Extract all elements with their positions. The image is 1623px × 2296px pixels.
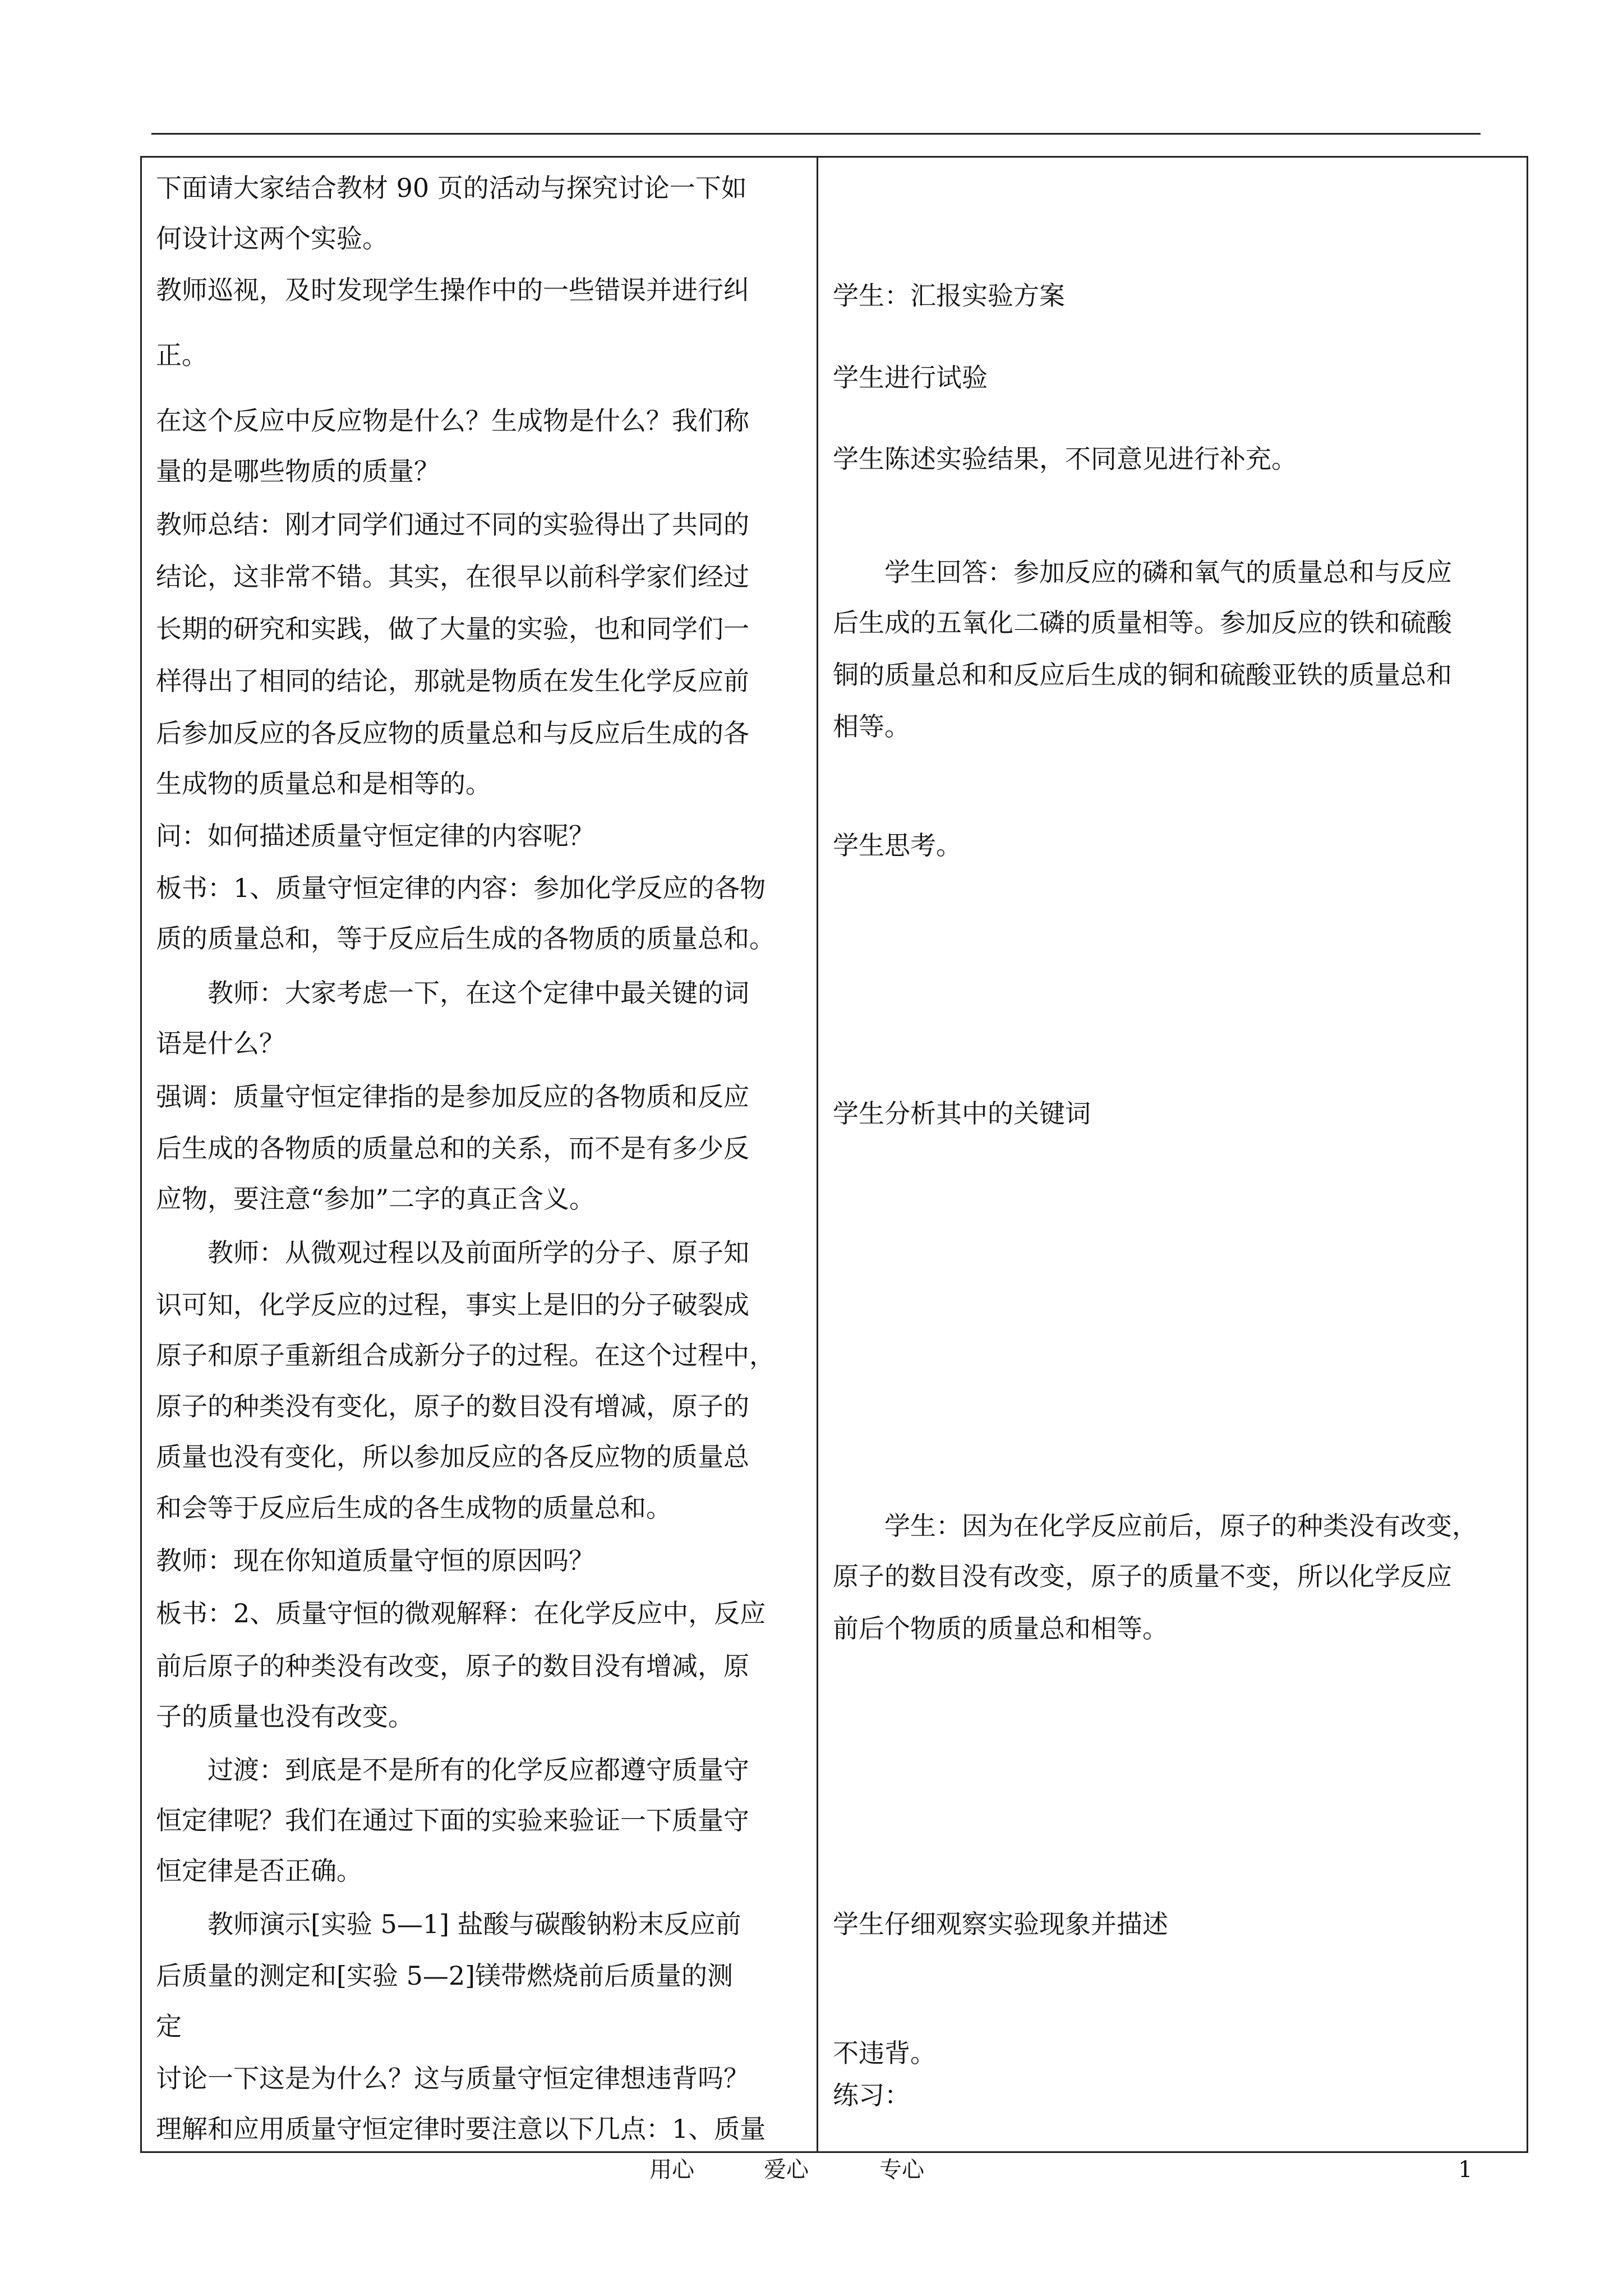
right-line: 学生仔细观察实验现象并描述 [833,1909,1168,1939]
right-line: 学生：汇报实验方案 [833,280,1065,311]
left-line: 教师巡视，及时发现学生操作中的一些错误并进行纠 [156,275,749,305]
header-rule [151,133,1481,135]
right-line: 学生分析其中的关键词 [833,1098,1091,1129]
left-line: 何设计这两个实验。 [156,223,388,254]
left-line: 强调：质量守恒定律指的是参加反应的各物质和反应 [156,1082,749,1112]
right-line: 后生成的五氧化二磷的质量相等。参加反应的铁和硫酸 [833,608,1452,638]
right-line: 学生思考。 [833,830,962,861]
left-line: 问：如何描述质量守恒定律的内容呢？ [156,821,594,851]
left-line: 教师：大家考虑一下，在这个定律中最关键的词 [156,978,749,1008]
left-line: 板书：2、质量守恒的微观解释：在化学反应中，反应 [156,1598,766,1628]
footer-slogan: 专心 [879,2157,924,2183]
right-line: 原子的数目没有改变，原子的质量不变，所以化学反应 [833,1561,1452,1591]
left-line: 在这个反应中反应物是什么？生成物是什么？我们称 [156,406,749,436]
column-divider [817,156,818,2153]
right-line: 学生进行试验 [833,362,988,393]
left-line: 教师总结：刚才同学们通过不同的实验得出了共同的 [156,509,749,540]
page-number: 1 [1458,2157,1473,2183]
left-line: 恒定律呢？我们在通过下面的实验来验证一下质量守 [156,1805,749,1835]
left-line: 识可知，化学反应的过程，事实上是旧的分子破裂成 [156,1290,749,1320]
left-line: 量的是哪些物质的质量？ [156,456,440,486]
left-line: 教师：从微观过程以及前面所学的分子、原子知 [156,1237,749,1268]
left-line: 定 [156,2011,182,2041]
footer-slogan: 爱心 [764,2157,809,2183]
left-line: 板书：1、质量守恒定律的内容：参加化学反应的各物 [156,873,766,903]
left-line: 理解和应用质量守恒定律时要注意以下几点：1、质量 [156,2114,766,2144]
left-line: 原子和原子重新组合成新分子的过程。在这个过程中， [156,1340,775,1370]
right-line: 学生陈述实验结果，不同意见进行补充。 [833,444,1297,474]
left-line: 生成物的质量总和是相等的。 [156,769,491,799]
left-line: 正。 [156,340,208,370]
right-line: 学生：因为在化学反应前后，原子的种类没有改变， [833,1511,1478,1541]
right-line: 不违背。 [833,2038,936,2068]
right-line: 相等。 [833,711,910,742]
left-line: 质的质量总和，等于反应后生成的各物质的质量总和。 [156,923,775,954]
left-line: 讨论一下这是为什么？这与质量守恒定律想违背吗？ [156,2063,749,2093]
left-line: 后参加反应的各反应物的质量总和与反应后生成的各 [156,718,749,748]
left-line: 应物，要注意“参加”二字的真正含义。 [156,1184,596,1214]
left-line: 子的质量也没有改变。 [156,1701,414,1732]
left-line: 长期的研究和实践，做了大量的实验，也和同学们一 [156,614,749,644]
left-line: 教师演示[实验 5—1] 盐酸与碳酸钠粉末反应前 [156,1909,741,1939]
left-line: 教师：现在你知道质量守恒的原因吗？ [156,1545,594,1576]
right-line: 学生回答：参加反应的磷和氧气的质量总和与反应 [833,557,1452,587]
left-line: 语是什么？ [156,1028,285,1059]
right-line: 练习： [833,2080,910,2110]
right-line: 铜的质量总和和反应后生成的铜和硫酸亚铁的质量总和 [833,660,1452,690]
footer-slogan: 用心 [649,2157,694,2183]
left-line: 原子的种类没有变化，原子的数目没有增减，原子的 [156,1391,749,1421]
left-line: 和会等于反应后生成的各生成物的质量总和。 [156,1493,672,1523]
left-line: 前后原子的种类没有改变，原子的数目没有增减，原 [156,1651,749,1681]
right-line: 前后个物质的质量总和相等。 [833,1613,1168,1644]
left-line: 质量也没有变化，所以参加反应的各反应物的质量总 [156,1442,749,1472]
left-line: 样得出了相同的结论，那就是物质在发生化学反应前 [156,666,749,696]
left-line: 过渡：到底是不是所有的化学反应都遵守质量守 [156,1755,749,1785]
left-line: 下面请大家结合教材 90 页的活动与探究讨论一下如 [156,173,747,203]
left-line: 结论，这非常不错。其实，在很早以前科学家们经过 [156,562,749,592]
left-line: 恒定律是否正确。 [156,1856,362,1886]
left-line: 后生成的各物质的质量总和的关系，而不是有多少反 [156,1133,749,1163]
left-line: 后质量的测定和[实验 5—2]镁带燃烧前后质量的测 [156,1961,734,1991]
